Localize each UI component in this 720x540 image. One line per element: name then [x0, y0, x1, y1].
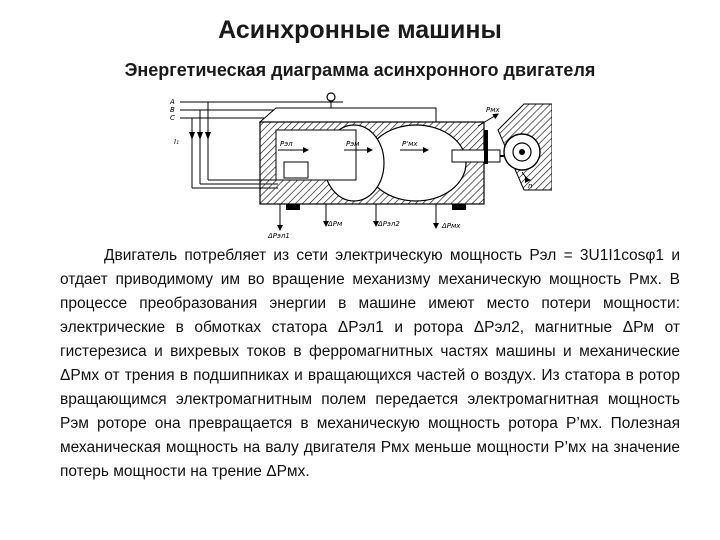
p-mech-label: Pмх — [486, 106, 500, 114]
loss-mech-label: ΔPмх — [442, 222, 461, 230]
body-text — [60, 244, 680, 484]
current-arrows — [189, 132, 211, 140]
slide-subtitle: Энергетическая диаграмма асинхронного двигателя — [124, 60, 596, 80]
motor-body — [260, 93, 516, 210]
current-label: I₁ — [174, 138, 179, 146]
phase-c-label: C — [170, 114, 175, 122]
loss-el1-label: ΔPэл1 — [268, 232, 290, 240]
pulley — [498, 104, 552, 190]
loss-arrows — [280, 204, 436, 230]
loss-mag-label: ΔPм — [328, 220, 343, 228]
energy-diagram — [168, 90, 552, 240]
speed-label: n — [528, 182, 533, 190]
p-em-label: Pэм — [346, 140, 360, 148]
phase-b-label: B — [170, 106, 175, 114]
p-el-label: Pэл — [280, 140, 293, 148]
slide-title: Асинхронные машины — [218, 16, 502, 44]
phase-a-label: A — [170, 98, 175, 106]
loss-el2-label: ΔPэл2 — [378, 220, 400, 228]
p-mech-rotor-label: P'мх — [402, 140, 418, 148]
paragraph: Двигатель потребляет из сети электрическую мощность Pэл = 3U1I1cosφ1 и отдает приводимому им во вращение механизму механическую мощность Pмх. В процессе преобразования энергии в машине имеют место потери мощности: электрические в обмотках статора ΔPэл1 и ротора ΔPэл2, магнитные ΔPм от гистерезиса и вихревых токов в ферромагнитных частях машины и механические ΔPмх от трения в подшипниках и вращающихся частей о воздух. Из статора в ротор вращающимся электромагнитным полем передается электромагнитная мощность Pэм роторе она превращается в механическую мощность ротора P’мх. Полезная механическая мощность на валу двигателя Pмх меньше мощности P’мх на значение потерь мощности на трение ΔPмх. — [60, 247, 680, 480]
